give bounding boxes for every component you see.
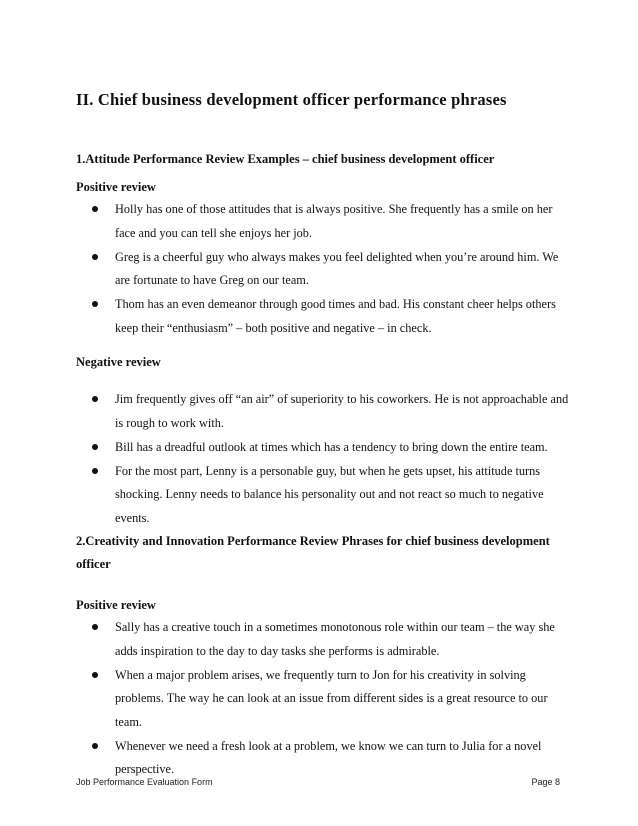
bullet-icon <box>92 743 98 749</box>
section-1-negative-label: Negative review <box>76 355 161 369</box>
footer-page-number: Page 8 <box>531 777 560 787</box>
bullet-icon <box>92 444 98 450</box>
page-heading: II. Chief business development officer performance phrases <box>76 90 507 109</box>
list-item: Bill has a dreadful outlook at times which has a tendency to bring down the entire team. <box>76 436 576 460</box>
footer-left: Job Performance Evaluation Form <box>76 777 213 787</box>
list-item: Holly has one of those attitudes that is always positive. She frequently has a smile on her face and you can tell she enjoys her job. <box>76 198 576 245</box>
list-item: Thom has an even demeanor through good times and bad. His constant cheer helps others keep their “enthusiasm” – both positive and negative – in check. <box>76 293 576 340</box>
section-2-positive-list <box>76 616 576 782</box>
list-item: For the most part, Lenny is a personable guy, but when he gets upset, his attitude turns shocking. Lenny needs to balance his personality out and not react so much to negative events. <box>76 460 576 531</box>
section-1-positive-list <box>76 198 576 341</box>
bullet-icon <box>92 206 98 212</box>
bullet-icon <box>92 672 98 678</box>
list-item: Greg is a cheerful guy who always makes you feel delighted when you’re around him. We are fortunate to have Greg on our team. <box>76 246 576 293</box>
list-item: When a major problem arises, we frequently turn to Jon for his creativity in solving problems. The way he can look at an issue from different sides is a great resource to our team. <box>76 664 576 735</box>
bullet-icon <box>92 396 98 402</box>
bullet-icon <box>92 468 98 474</box>
section-1-title: 1.Attitude Performance Review Examples – chief business development officer <box>76 152 495 166</box>
list-item: Whenever we need a fresh look at a problem, we know we can turn to Julia for a novel perspective. <box>76 735 576 782</box>
bullet-icon <box>92 624 98 630</box>
section-2-title: 2.Creativity and Innovation Performance Review Phrases for chief business development officer <box>76 534 550 571</box>
bullet-icon <box>92 301 98 307</box>
section-2-positive-label: Positive review <box>76 598 156 612</box>
list-item: Jim frequently gives off “an air” of superiority to his coworkers. He is not approachable and is rough to work with. <box>76 388 576 435</box>
section-1-positive-label: Positive review <box>76 180 156 194</box>
section-1-negative-list <box>76 388 576 531</box>
bullet-icon <box>92 254 98 260</box>
list-item: Sally has a creative touch in a sometimes monotonous role within our team – the way she adds inspiration to the day to day tasks she performs is admirable. <box>76 616 576 663</box>
